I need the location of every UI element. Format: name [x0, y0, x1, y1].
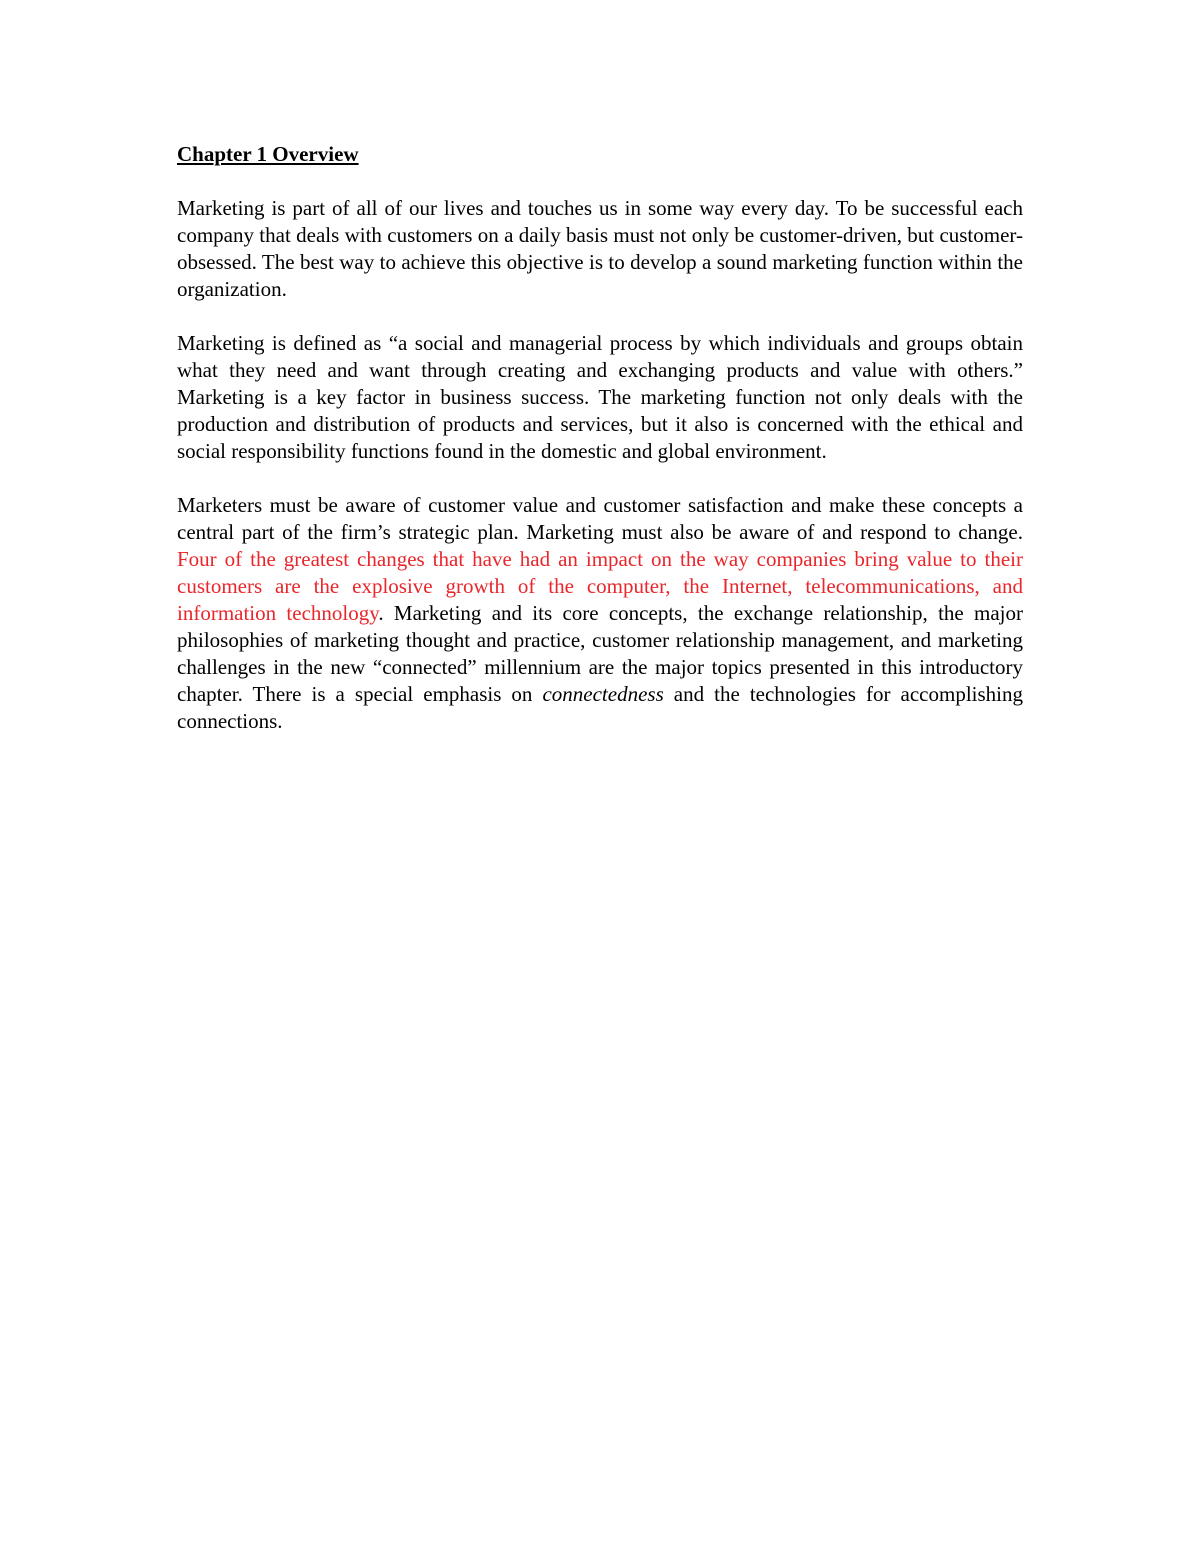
- chapter-heading: Chapter 1 Overview: [177, 142, 359, 166]
- document-body: [177, 141, 1023, 762]
- paragraph-marketers-text-2: . Marketing and its core concepts, the exchange relationship, the major philosophies of marketing thought and practice, customer relationship management, and marketing challenges in the new “connected” millennium are the major topics presented in this introductory chapter. There is a special emphasis on: [177, 601, 1024, 706]
- paragraph-definition: Marketing is defined as “a social and managerial process by which individuals and groups obtain what they need and want through creating and exchanging products and value with others.” Marketing is a key factor in business success. The marketing function not only deals with the production and distribution of products and services, but it also is concerned with the ethical and social responsibility functions found in the domestic and global environment.: [177, 331, 1023, 463]
- highlighted-sentence: Four of the greatest changes that have had an impact on the way companies bring value to their customers are the explosive growth of the computer, the Internet, telecommunications, and information technology: [177, 547, 1023, 625]
- paragraph-marketers: [177, 492, 1023, 735]
- paragraph-marketers-text-1: Marketers must be aware of customer value and customer satisfaction and make these concepts a central part of the firm’s strategic plan. Marketing must also be aware of and respond to change.: [177, 493, 1023, 544]
- emphasized-term: connectedness: [542, 682, 664, 706]
- paragraph-marketers-text-3: and the technologies for accomplishing connections.: [177, 682, 1023, 733]
- paragraph-intro: Marketing is part of all of our lives and touches us in some way every day. To be successful each company that deals with customers on a daily basis must not only be customer-driven, but customer-obsessed. The best way to achieve this objective is to develop a sound marketing function within the organization.: [177, 196, 1023, 301]
